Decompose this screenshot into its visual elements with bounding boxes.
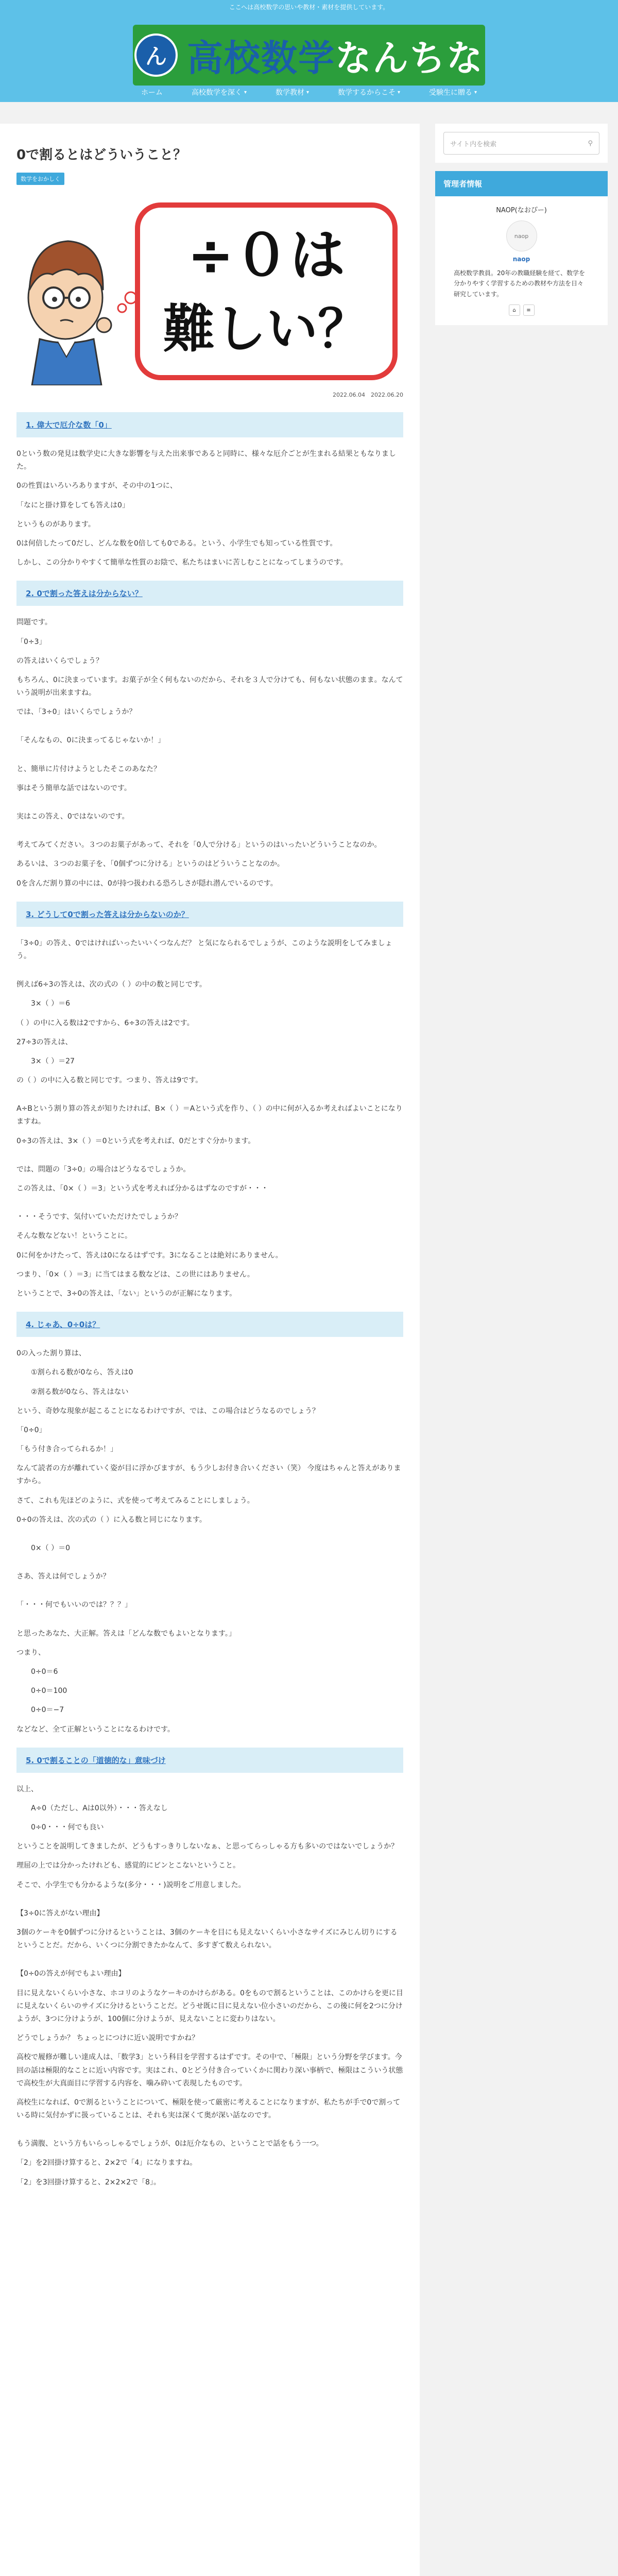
logo-mark-icon: ん [134,33,178,77]
svg-text:難しい？: 難しい？ [163,299,369,359]
paragraph: 事はそう簡単な話ではないのです。 [16,784,131,792]
topbar [0,0,618,14]
nav-item[interactable] [415,86,491,100]
paragraph: 「そんなもの、0に決まってるじゃないか！」 [16,736,165,745]
spacer [16,829,403,839]
spacer [16,1201,403,1211]
paragraph: あるいは、３つのお菓子を、「0個ずつに分ける」というのはどういうことなのか。 [16,860,284,869]
paragraph: 0は何倍したって0だし、どんな数を0倍しても0である。という、小学生でも知っている性質です。 [16,539,337,548]
paragraph: 理屈の上では分かったけれども、感覚的にピンとこないということ。 [16,1861,240,1870]
paragraph: 「0÷0」 [16,1426,46,1434]
section-heading[interactable] [16,1748,403,1773]
paragraph: 0÷0・・・何でも良い [31,1823,104,1832]
paragraph: 0に何をかけたって、答えは0になるはずです。3になることは絶対にありません。 [16,1251,283,1260]
section-heading[interactable] [16,1312,403,1337]
paragraph: 例えば6÷3の答えは、次の式の（ ）の中の数と同じです。 [16,980,207,989]
paragraph: A÷Bという割り算の答えが知りたければ、B×（ ）＝Aという式を作り、（ ）の中に何が入るか考えればよいことになりますね。 [16,1105,403,1126]
main-content [0,124,420,2576]
paragraph: 問題です。 [16,618,52,627]
paragraph: そこで、小学生でも分かるような(多分・・・)説明をご用意しました。 [16,1880,246,1889]
logo-text: 高校数学なんちな [187,37,484,79]
paragraph: 「なにと掛け算をしても答えは0」 [16,501,129,510]
rss-icon[interactable]: ≡ [523,304,535,316]
paragraph: しかし、この分かりやすくて簡単な性質のお陰で、私たちはまいに苦しむことになってしまうのです。 [16,558,348,567]
global-nav [0,86,618,100]
paragraph: もう満腹、という方もいらっしゃるでしょうが、0は厄介なもの、ということで話をもう一つ。 [16,2140,323,2148]
paragraph: の答えはいくらでしょう？ [16,656,103,665]
paragraph: 高校で履修が難しい達成人は、「数学3」という科目を学習するはずです。その中で、「極限」という分野を学びます。今回の話は極限的なことに近い内容です。実はこれ、0とどう付き合っていくかに関わり深い事柄で、極限はこういう状態で高校生が大真面目に学習する内容を、噛み砕いて表現したものです。 [16,2053,403,2088]
paragraph: 「もう付き合ってられるか！」 [16,1445,117,1454]
section-heading[interactable] [16,581,403,606]
nav-item-label: ホーム [141,89,163,97]
search-input[interactable]: サイト内を検索 ⚲ [443,132,599,155]
paragraph: というものがあります。 [16,520,95,529]
paragraph: どうでしょうか？ ちょっとにつけに近い説明ですかね？ [16,2034,199,2043]
paragraph: 考えてみてください。３つのお菓子があって、それを「0人で分ける」というのはいったいどういうことなのか。 [16,841,382,850]
paragraph: 3個のケーキを0個ずつに分けるということは、3個のケーキを目にも見えないくらい小さなサイズにみじん切りにするということだ。だから、いくつに分割できたかなんて、多すぎて数えられない。 [16,1928,398,1950]
paragraph: もちろん、0に決まっています。お菓子が全く何もないのだから、それを３人で分けても、何もない状態のまま。なんていう説明が出来ますね。 [16,675,403,698]
spacer [16,1958,403,1968]
site-logo[interactable] [133,25,485,86]
spacer [16,1561,403,1570]
site-header [0,14,618,102]
paragraph: 0×（ ）＝0 [31,1544,70,1552]
section-heading-text: 1. 偉大で厄介な数「0」 [26,420,112,430]
paragraph: 実はこの答え、0ではないのです。 [16,812,129,821]
avatar: naop [506,221,537,251]
chevron-down-icon: ▾ [474,90,477,95]
paragraph: 高校生になれば、0で割るということについて、極限を使って厳密に考えることになりますが、私たちが手で0で割っている時に気付かずに扱っていることは、それも実は深くて奥が深い話なのです。 [16,2098,401,2120]
paragraph: さて、これも先ほどのように、式を使って考えてみることにしましょう。 [16,1496,254,1505]
post-dates: 2022.06.04 2022.06.20 [333,392,403,398]
spacer [16,1898,403,1907]
home-icon[interactable]: ⌂ [509,304,520,316]
hero-illustration [16,192,403,385]
spacer [16,2128,403,2138]
section-heading-text: 2. 0で割った答えは分からない？ [26,589,143,599]
section-heading-text: 5. 0で割ることの「道徳的な」意味づけ [26,1755,166,1765]
spacer [16,1093,403,1103]
nav-item-label: 受験生に贈る [429,89,473,97]
paragraph: ①割られる数が0なら、答えは0 [31,1368,133,1377]
spacer [16,725,403,734]
paragraph: 0÷0＝100 [31,1687,67,1696]
paragraph: と思ったあなた、大正解。答えは「どんな数でもよいとなります。」 [16,1629,236,1638]
paragraph: 0÷0の答えは、次の式の（ ）に入る数と同じになります。 [16,1515,207,1524]
paragraph: 「・・・何でもいいのでは？？？」 [16,1601,132,1609]
paragraph: という、奇妙な現象が起こることになるわけですが、では、この場合はどうなるのでしょう？ [16,1406,319,1415]
page-title: 0で割るとはどういうこと？ [16,147,187,163]
spacer [16,801,403,810]
paragraph: 以上、 [16,1785,38,1793]
hero-image [16,192,403,385]
chevron-down-icon: ▾ [306,90,309,95]
paragraph: 【3÷0に答えがない理由】 [16,1909,104,1918]
nav-item-label: 高校数学を深く [191,89,242,97]
category-badge[interactable]: 数学をおかしく [16,173,64,185]
paragraph: 「3÷0」の答え、0ではければいったいいくつなんだ？ と気になられるでしょうが、このような説明をしてみましょう。 [16,939,392,960]
admin-user-link[interactable]: naop [512,256,530,263]
paragraph: 【0÷0の答えが何でもよい理由】 [16,1970,126,1978]
paragraph: 「2」を3回掛け算すると、2×2×2で「8」。 [16,2178,161,2187]
paragraph: なんて読者の方が離れていく姿が目に浮かびますが、もう少しお付き合いください（笑） 今度はちゃんと答えがありますから。 [16,1464,401,1486]
paragraph: この答えは、「0×（ ）＝3」という式を考えれば分かるはずなのですが・・・ [16,1184,268,1193]
article [0,124,420,2216]
social-links [443,304,599,316]
nav-item[interactable] [127,86,177,100]
spacer [16,1618,403,1628]
paragraph: 0÷0＝−7 [31,1706,64,1715]
paragraph: 3×（ ）＝27 [31,1057,75,1065]
paragraph: 0÷0＝6 [31,1667,58,1676]
admin-profile [435,196,608,325]
paragraph: 0の性質はいろいろありますが、その中の1つに、 [16,482,177,490]
search-widget [435,124,608,163]
paragraph: などなど、全て正解ということになるわけです。 [16,1725,175,1734]
spacer [16,969,403,978]
chevron-down-icon: ▾ [244,90,247,95]
section-heading-text: 4. じゃあ、0÷0は？ [26,1320,100,1330]
paragraph: では、問題の「3÷0」の場合はどうなるでしょうか。 [16,1165,191,1174]
sidebar [435,124,608,325]
svg-text:÷０は: ÷０は [187,224,346,288]
spacer [16,1154,403,1163]
paragraph: ②割る数が0なら、答えはない [31,1387,129,1396]
paragraph: 0の入った割り算は、 [16,1349,86,1358]
section-heading-text: 3. どうして0で割った答えは分からないのか？ [26,909,189,919]
paragraph: の（ ）の中に入る数と同じです。つまり、答えは9です。 [16,1076,203,1085]
paragraph: ということを説明してきましたが、どうもすっきりしないなぁ、と思ってらっしゃる方も多いのではないでしょうか？ [16,1842,399,1851]
spacer [16,1589,403,1599]
admin-name: NAOP(なおぴー) [496,207,547,214]
paragraph: と、簡単に片付けようとしたそこのあなた？ [16,765,161,773]
paragraph: つまり、 [16,1648,45,1657]
paragraph: 3×（ ）＝6 [31,999,70,1008]
paragraph: つまり、「0×（ ）＝3」に当てはまる数などは、この世にはありません。 [16,1270,254,1279]
spacer [16,754,403,763]
chevron-down-icon: ▾ [398,90,401,95]
paragraph: 「2」を2回掛け算すると、2×2で「4」になりますね。 [16,2159,197,2167]
paragraph: 0÷3の答えは、3×（ ）＝0という式を考えれば、0だとすぐ分かります。 [16,1137,255,1145]
paragraph: 0を含んだ割り算の中には、0が持つ扱われる恐ろしさが隠れ潜んでいるのです。 [16,879,278,888]
topbar-text: ここへは高校数学の思いや教材・素材を提供しています。 [229,4,389,11]
search-icon[interactable]: ⚲ [588,139,593,147]
nav-item-label: 数学教材 [275,89,304,97]
paragraph: では、「3÷0」はいくらでしょうか？ [16,708,136,717]
admin-heading: 管理者情報 [435,171,608,196]
section-heading[interactable] [16,902,403,927]
nav-item[interactable] [261,86,323,100]
article-body [16,412,403,2189]
paragraph: 0という数の発見は数学史に大きな影響を与えた出来事であると同時に、様々な厄介ごとが生まれる結果ともなりました。 [16,450,396,471]
paragraph: そんな数などない！ということに。 [16,1232,132,1241]
paragraph: 「0÷3」 [16,637,46,646]
paragraph: さあ、答えは何でしょうか？ [16,1572,110,1581]
paragraph: ということで、3÷0の答えは、「ない」というのが正解になります。 [16,1289,237,1298]
paragraph: 27÷3の答えは、 [16,1038,73,1046]
paragraph: ・・・そうです、気付いていただけたでしょうか？ [16,1213,182,1222]
paragraph: 目に見えないくらい小さな、ホコリのようなケーキのかけらがある。0をもので割るということは、このかけらを更に目に見えないくらいのサイズに分けるということだ。どうせ既に目に見えない位小さいのだから、この後に何を2つに分けようが、3つに分けようが、100個に分けようが、見えないことに変わりはない。 [16,1989,403,2023]
admin-bio: 高校数学教員。20年の教職経験を経て、数学を分かりやすく学習するための教材や方法を日々研究しています。 [454,269,586,298]
nav-item[interactable] [323,86,415,100]
nav-item-label: 数学するからこそ [338,89,396,97]
section-heading[interactable] [16,412,403,437]
paragraph: A÷0（ただし、Aは0以外）・・・答えなし [31,1804,168,1812]
spacer [16,1533,403,1542]
nav-item[interactable] [177,86,261,100]
paragraph: （ ）の中に入る数は2ですから、6÷3の答えは2です。 [16,1019,194,1027]
